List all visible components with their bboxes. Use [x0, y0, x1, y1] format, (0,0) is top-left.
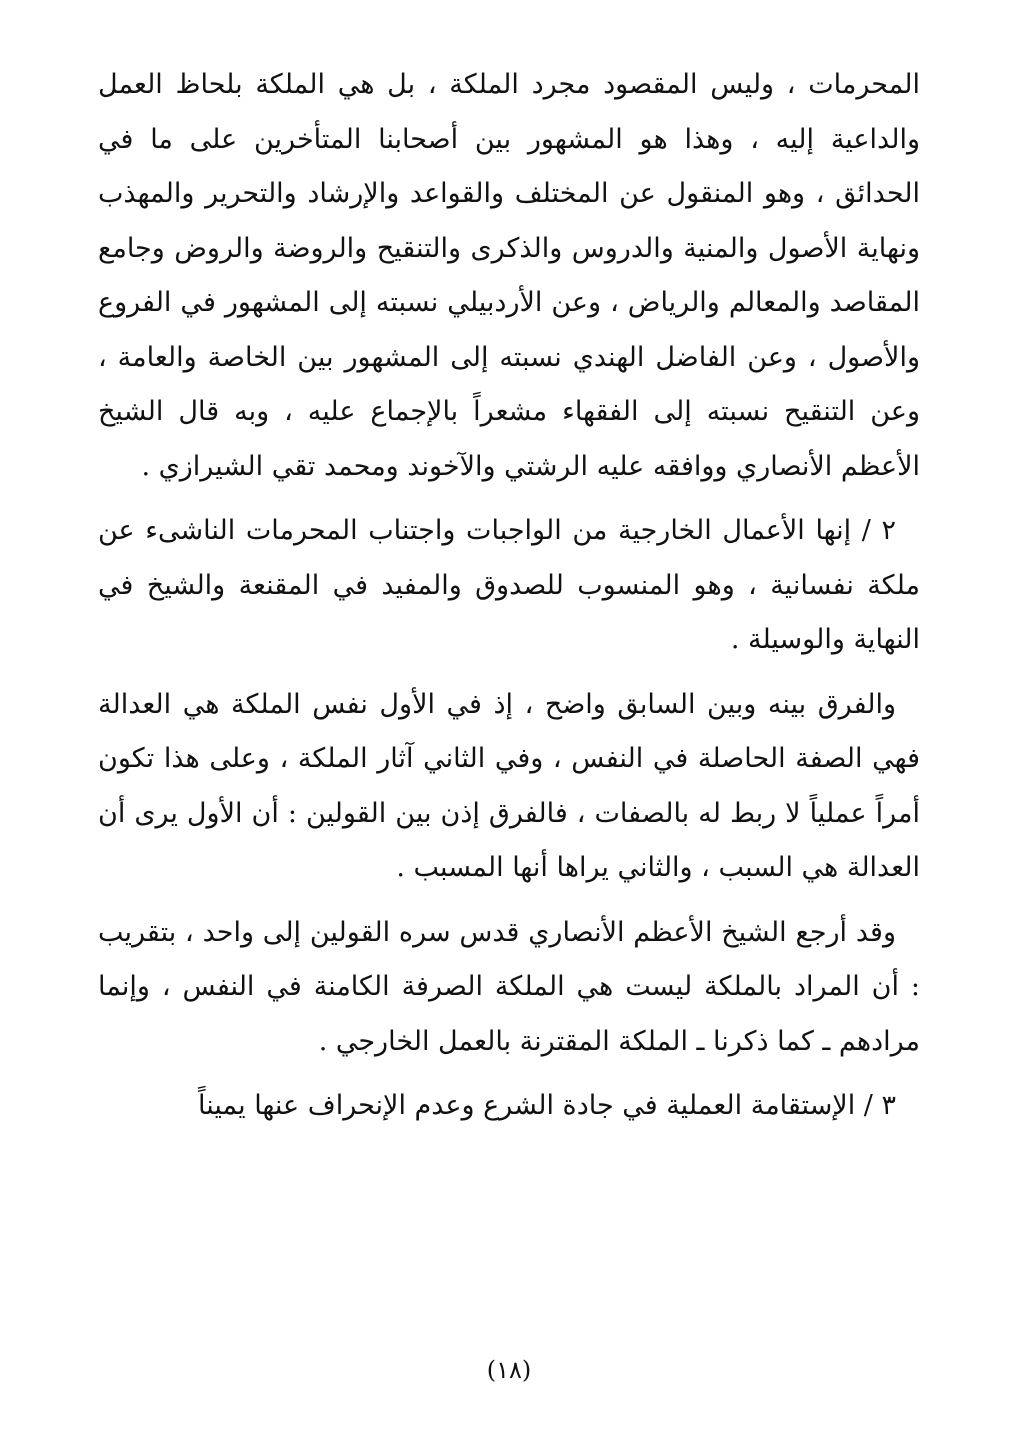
- paragraph-ansari-reconciliation: وقد أرجع الشيخ الأعظم الأنصاري قدس سره القولين إلى واحد ، بتقريب : أن المراد بالملكة ليست هي الملكة الصرفة الكامنة في النفس ، وإنما مرادهم ـ كما ذكرنا ـ الملكة المقترنة بالعمل الخارجي .: [98, 916, 920, 1057]
- paragraph-first-continued: المحرمات ، وليس المقصود مجرد الملكة ، بل هي الملكة بلحاظ العمل والداعية إليه ، وهذا هو المشهور بين أصحابنا المتأخرين على ما في الحدائق ، وهو المنقول عن المختلف والقواعد والإرشاد والتحرير والمهذب ونهاية الأصول والمنية والدروس والذكرى والتنقيح والروضة والروض وجامع المقاصد والمعالم والرياض ، وعن الأردبيلي نسبته إلى المشهور في الفروع والأصول ، وعن الفاضل الهندي نسبته إلى المشهور بين الخاصة والعامة ، وعن التنقيح نسبته إلى الفقهاء مشعراً بالإجماع عليه ، وبه قال الشيخ الأعظم الأنصاري ووافقه عليه الرشتي والآخوند ومحمد تقي الشيرازي .: [98, 69, 920, 482]
- page-number: (١٨): [486, 1356, 532, 1384]
- paragraph-third-definition: ٣ / الإستقامة العملية في جادة الشرع وعدم الإنحراف عنها يميناً: [197, 1090, 896, 1121]
- body-text: [98, 58, 920, 1144]
- paragraph-second-definition: ٢ / إنها الأعمال الخارجية من الواجبات واجتناب المحرمات الناشىء عن ملكة نفسانية ، وهو المنسوب للصدوق والمفيد في المقنعة والشيخ في النهاية والوسيلة .: [98, 515, 920, 655]
- paragraph-difference: والفرق بينه وبين السابق واضح ، إذ في الأول نفس الملكة هي العدالة فهي الصفة الحاصلة في النفس ، وفي الثاني آثار الملكة ، وعلى هذا تكون أمراً عملياً لا ربط له بالصفات ، فالفرق إذن بين القولين : أن الأول يرى أن العدالة هي السبب ، والثاني يراها أنها المسبب .: [98, 688, 920, 883]
